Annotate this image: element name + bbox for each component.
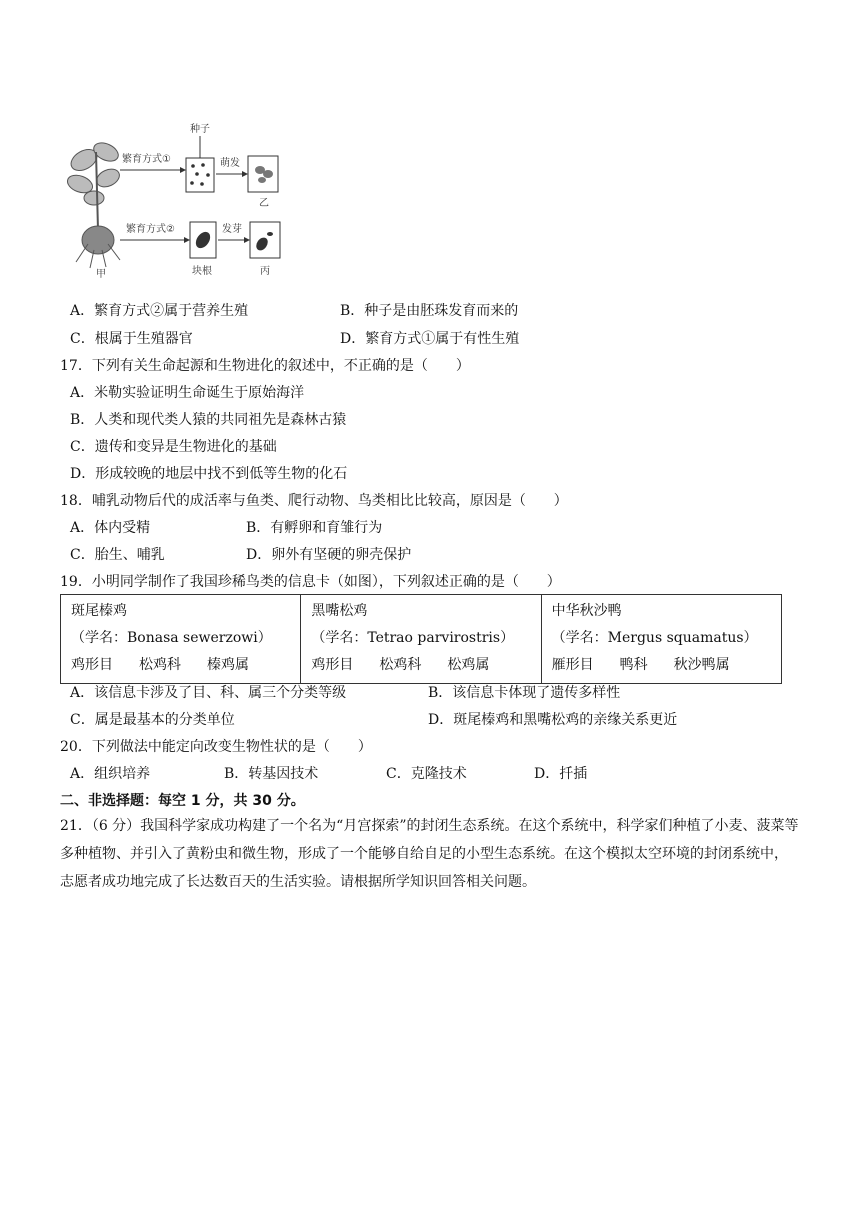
bird-order: 鸡形目 (71, 657, 113, 673)
q20-stem: 20．下列做法中能定向改变生物性状的是（ ） (60, 739, 372, 755)
q19-option-a: A．该信息卡涉及了目、科、属三个分类等级 (70, 685, 347, 701)
bird-info-card-table (60, 594, 782, 684)
q18-option-a: A．体内受精 (70, 520, 151, 536)
plant-jia-image (65, 139, 122, 268)
bird-name: 斑尾榛鸡 (71, 603, 127, 619)
bird-family: 鸭科 (619, 657, 648, 673)
q17-stem: 17．下列有关生命起源和生物进化的叙述中，不正确的是（ ） (60, 358, 470, 374)
q20-option-a: A．组织培养 (70, 766, 151, 782)
label-tuber: 块根 (192, 266, 212, 277)
label-sprout: 发芽 (222, 224, 242, 235)
tuber-icon (193, 229, 213, 251)
q18-stem: 18．哺乳动物后代的成活率与鱼类、爬行动物、鸟类相比比较高，原因是（ ） (60, 493, 568, 509)
bird-family: 松鸡科 (139, 657, 181, 673)
label-bing: 丙 (260, 266, 270, 277)
q18-option-d: D．卵外有坚硬的卵壳保护 (246, 547, 412, 563)
q20-option-d: D．扦插 (534, 766, 588, 782)
seedling-yi-image (255, 166, 273, 183)
q16-option-a: A．繁育方式②属于营养生殖 (70, 303, 249, 319)
q17-option-a: A．米勒实验证明生命诞生于原始海洋 (70, 385, 305, 401)
label-yi: 乙 (259, 198, 269, 209)
q16-option-c: C．根属于生殖器官 (70, 331, 193, 347)
seeds-icon (190, 163, 210, 186)
bird-scientific-name: （学名：Tetrao parvirostris） (311, 630, 515, 646)
q19-option-c: C．属是最基本的分类单位 (70, 712, 235, 728)
bird-taxonomy (552, 652, 771, 679)
q19-option-d: D．斑尾榛鸡和黑嘴松鸡的亲缘关系更近 (428, 712, 678, 728)
bird-family: 松鸡科 (379, 657, 422, 673)
bird-order: 雁形目 (551, 657, 594, 673)
q19-option-b: B．该信息卡体现了遗传多样性 (428, 685, 621, 701)
bird-taxonomy (311, 652, 530, 679)
q17-option-d: D．形成较晚的地层中找不到低等生物的化石 (70, 466, 348, 482)
bird-order: 鸡形目 (311, 657, 354, 673)
q17-option-c: C．遗传和变异是生物进化的基础 (70, 439, 277, 455)
bird-taxonomy (71, 652, 290, 679)
q19-stem: 19．小明同学制作了我国珍稀鸟类的信息卡（如图），下列叙述正确的是（ ） (60, 574, 561, 590)
bird-scientific-name: （学名：Mergus squamatus） (551, 630, 758, 646)
bird-scientific-name: （学名：Bonasa sewerzowi） (71, 630, 272, 646)
q21-paragraph: 21．（6 分）我国科学家成功构建了一个名为“月宫探索”的封闭生态系统。在这个系统中，科学家们种植了小麦、菠菜等多种植物、并引入了黄粉虫和微生物，形成了一个能够自给自足的小型生态系统。在这个模拟太空环境的封闭系统中，志愿者成功地完成了长达数百天的生活实验。请根据所学知识回答相关问题。 (60, 818, 799, 890)
reproduction-diagram-svg (62, 112, 312, 290)
q18-option-c: C．胎生、哺乳 (70, 547, 165, 563)
seed-box (186, 158, 214, 192)
q20-option-c: C．克隆技术 (386, 766, 467, 782)
bird-genus: 松鸡属 (447, 657, 490, 673)
label-method1: 繁育方式① (122, 154, 171, 165)
q16-option-d: D．繁育方式①属于有性生殖 (340, 331, 520, 347)
q17-option-b: B．人类和现代类人猿的共同祖先是森林古猿 (70, 412, 347, 428)
bird-name: 黑嘴松鸡 (311, 603, 368, 619)
q16-option-b: B．种子是由胚珠发育而来的 (340, 303, 519, 319)
bird-card (541, 595, 781, 684)
q18-option-b: B．有孵卵和育雏行为 (246, 520, 383, 536)
label-germinate: 萌发 (220, 158, 240, 169)
bird-name: 中华秋沙鸭 (551, 603, 622, 619)
bird-card (301, 595, 541, 684)
bird-genus: 榛鸡属 (207, 657, 249, 673)
label-seed: 种子 (190, 124, 210, 135)
q20-option-b: B．转基因技术 (224, 766, 319, 782)
bird-genus: 秋沙鸭属 (673, 657, 730, 673)
bird-card (61, 595, 301, 684)
sprout-bing-image (254, 232, 273, 253)
label-jia: 甲 (96, 269, 106, 280)
reproduction-diagram (62, 112, 312, 290)
section2-heading: 二、非选择题：每空 1 分，共 30 分。 (60, 793, 305, 809)
label-method2: 繁育方式② (126, 224, 175, 235)
